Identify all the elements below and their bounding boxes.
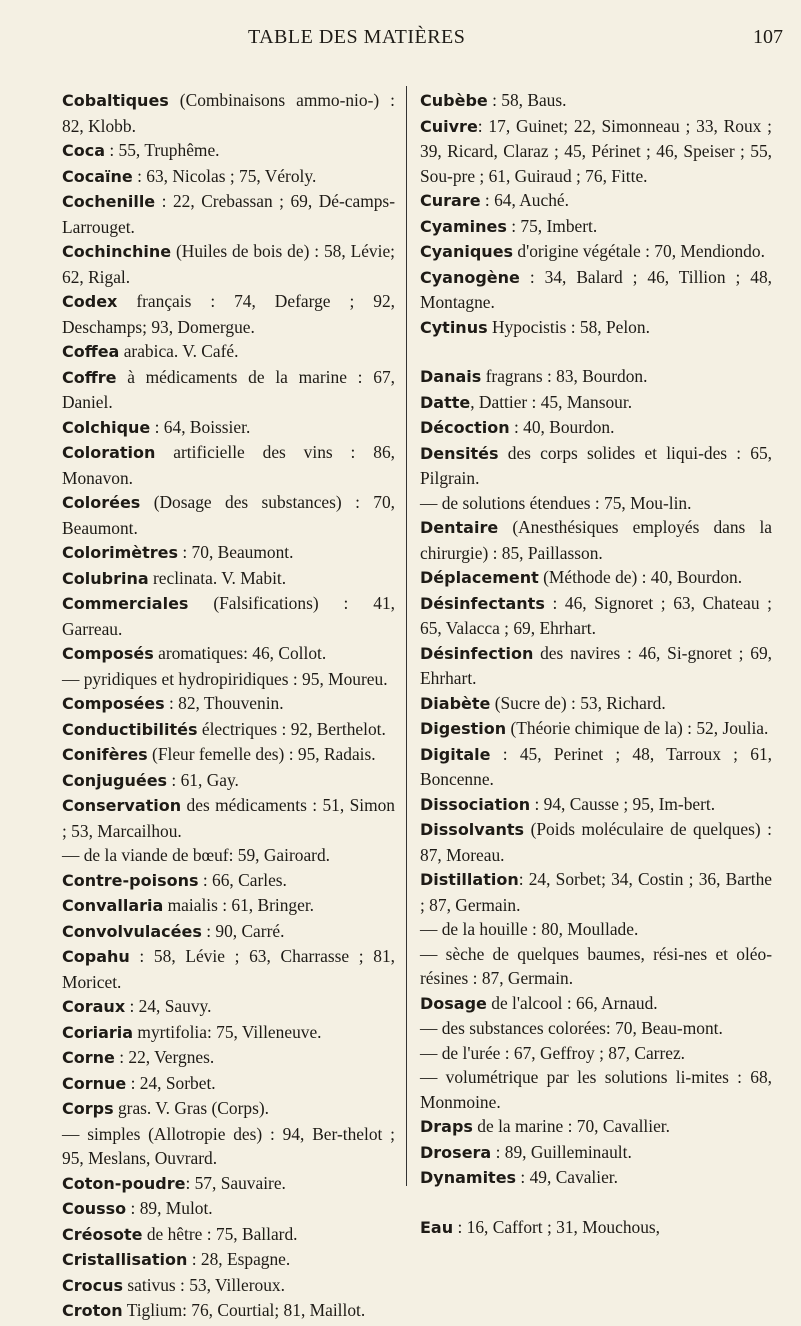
entry-references: : 24, Sorbet. — [126, 1072, 216, 1093]
entry-references: : 58, Baus. — [487, 90, 567, 110]
entry-headword: Composés — [62, 644, 154, 663]
entry-references: électriques : 92, Berthelot. — [197, 718, 386, 739]
entry-references: de la marine : 70, Cavallier. — [472, 1116, 670, 1136]
entry-headword: Croton — [62, 1301, 123, 1320]
entry-references: (Fleur femelle des) : 95, Radais. — [147, 744, 376, 764]
index-entry — [62, 88, 395, 138]
entry-references: : 64, Boissier. — [150, 416, 251, 437]
entry-references: aromatiques: 46, Collot. — [153, 643, 327, 663]
index-entry — [62, 893, 395, 919]
entry-headword: Datte — [420, 392, 471, 412]
entry-headword: Copahu — [62, 947, 130, 966]
index-entry — [420, 415, 772, 441]
entry-headword: Coffre — [62, 367, 117, 387]
entry-headword: Déplacement — [420, 568, 539, 587]
entry-references: — de l'urée : 67, Geffroy ; 87, Carrez. — [420, 1042, 686, 1063]
index-entry — [420, 1065, 772, 1114]
entry-references: : 89, Mulot. — [126, 1198, 213, 1218]
entry-references: gras. V. Gras (Corps). — [113, 1098, 269, 1118]
entry-headword: Désinfection — [420, 643, 534, 663]
entry-references: fragrans : 83, Bourdon. — [481, 366, 648, 386]
index-entry — [62, 490, 395, 540]
entry-headword: Danais — [420, 367, 482, 386]
entry-headword: Convallaria — [62, 896, 164, 915]
entry-headword: Contre-poisons — [62, 870, 199, 890]
entry-headword: Cobaltiques — [62, 91, 169, 110]
index-entry — [62, 944, 395, 994]
entry-headword: Coton-poudre — [62, 1173, 186, 1193]
index-entry — [62, 717, 395, 743]
entry-headword: Draps — [420, 1117, 473, 1136]
entry-references: : 94, Causse ; 95, Im-bert. — [530, 793, 716, 814]
index-entry — [62, 843, 395, 868]
index-entry — [62, 641, 395, 667]
index-entry — [62, 1196, 395, 1222]
index-entry — [62, 566, 395, 592]
index-entry — [62, 1298, 395, 1324]
entry-references: : 16, Caffort ; 31, Mouchous, — [453, 1216, 661, 1237]
entry-headword: Cuivre — [420, 116, 478, 136]
index-entry — [420, 315, 772, 341]
entry-headword: Conjuguées — [62, 770, 168, 790]
running-title: TABLE DES MATIÈRES — [248, 26, 466, 48]
index-entry — [62, 742, 395, 768]
index-entry — [62, 164, 395, 190]
entry-references: — sèche de quelques baumes, rési-nes et oléo-résines : 87, Germain. — [420, 943, 772, 988]
entry-references: sativus : 53, Villeroux. — [123, 1274, 285, 1295]
index-entry — [420, 1016, 772, 1041]
index-entry — [62, 1122, 395, 1171]
entry-references: : 61, Gay. — [167, 769, 239, 790]
index-entry — [420, 1215, 772, 1241]
index-entry — [420, 88, 772, 114]
page-number: 107 — [753, 26, 783, 48]
entry-references: (Méthode de) : 40, Bourdon. — [538, 567, 743, 587]
entry-references: — simples (Allotropie des) : 94, Ber-thelot ; 95, Meslans, Ouvrard. — [62, 1123, 395, 1168]
entry-headword: Crocus — [62, 1275, 124, 1295]
index-entry — [420, 114, 772, 189]
index-entry — [420, 991, 772, 1017]
entry-references: : 22, Vergnes. — [114, 1047, 215, 1067]
entry-headword: Eau — [420, 1217, 454, 1237]
entry-headword: Cyaniques — [420, 242, 514, 261]
index-entry — [62, 1171, 395, 1197]
index-entry — [62, 365, 395, 415]
index-entry — [62, 1222, 395, 1248]
section-gap — [420, 340, 772, 364]
entry-headword: Créosote — [62, 1224, 143, 1244]
entry-references: : 89, Guilleminault. — [491, 1141, 632, 1162]
entry-references: Tiglium: 76, Courtial; 81, Maillot. — [122, 1300, 366, 1320]
entry-references: : 75, Imbert. — [506, 215, 598, 236]
index-entry — [62, 667, 395, 692]
entry-headword: Désinfectants — [420, 593, 545, 613]
entry-references: Hypocistis : 58, Pelon. — [487, 316, 650, 337]
index-entry — [420, 565, 772, 591]
entry-references: : 63, Nicolas ; 75, Véroly. — [132, 165, 317, 186]
index-entry — [420, 942, 772, 991]
index-entry — [420, 441, 772, 491]
entry-references: arabica. V. Café. — [119, 341, 239, 361]
index-entry — [62, 1273, 395, 1299]
entry-references: français : 74, Defarge ; 92, Deschamps; 93, Domergue. — [62, 291, 395, 337]
entry-references: (Théorie chimique de la) : 52, Joulia. — [506, 718, 769, 738]
index-entry — [420, 390, 772, 416]
index-entry — [62, 691, 395, 717]
entry-references: reclinata. V. Mabit. — [148, 567, 287, 588]
entry-headword: Densités — [420, 443, 499, 463]
entry-references: — de solutions étendues : 75, Mou-lin. — [420, 492, 692, 513]
entry-references: : 90, Carré. — [201, 920, 285, 941]
entry-references: — des substances colorées: 70, Beau-mont. — [420, 1018, 723, 1038]
entry-headword: Dentaire — [420, 518, 499, 537]
index-entry — [420, 917, 772, 942]
entry-references: artificielle des vins : 86, Monavon. — [62, 442, 395, 488]
entry-headword: Dissolvants — [420, 820, 525, 839]
index-entry — [62, 1020, 395, 1046]
entry-headword: Convolvulacées — [62, 921, 202, 941]
entry-references: : 64, Auché. — [480, 190, 569, 210]
entry-references: : 34, Balard ; 46, Tillion ; 48, Montagne. — [420, 266, 772, 312]
entry-references: de l'alcool : 66, Arnaud. — [486, 992, 658, 1013]
entry-references: — de la houille : 80, Moullade. — [420, 919, 639, 939]
index-entry — [62, 138, 395, 164]
entry-references: (Huiles de bois de) : 58, Lévie; 62, Rigal. — [62, 241, 395, 287]
entry-references: (Falsifications) : 41, Garreau. — [62, 593, 395, 639]
entry-references: d'origine végétale : 70, Mendiondo. — [513, 241, 765, 261]
entry-references: : 66, Carles. — [198, 869, 287, 890]
index-entry — [62, 768, 395, 794]
entry-headword: Conservation — [62, 796, 182, 815]
entry-headword: Cocaïne — [62, 166, 133, 186]
entry-references: : 40, Bourdon. — [509, 417, 615, 437]
entry-headword: Coraux — [62, 997, 126, 1016]
entry-headword: Distillation — [420, 870, 519, 889]
index-entry — [62, 239, 395, 289]
index-entry — [420, 691, 772, 717]
entry-references: : 17, Guinet; 22, Simonneau ; 33, Roux ; 39, Ricard, Claraz ; 45, Périnet ; 46, Speiser ; 55, Sou-pre ; 61, Guiraud ; 76, Fitte. — [420, 115, 772, 186]
entry-references: (Sucre de) : 53, Richard. — [490, 692, 666, 713]
index-entry — [62, 1247, 395, 1273]
index-entry — [420, 1114, 772, 1140]
index-entry — [420, 364, 772, 390]
index-entry — [62, 591, 395, 641]
entry-headword: Cornue — [62, 1073, 127, 1093]
entry-references: (Poids moléculaire de quelques) : 87, Moreau. — [420, 819, 772, 865]
index-entry — [420, 1041, 772, 1066]
entry-headword: Coriaria — [62, 1022, 134, 1042]
entry-headword: Corps — [62, 1099, 114, 1118]
entry-references: (Dosage des substances) : 70, Beaumont. — [62, 492, 395, 538]
entry-headword: Digestion — [420, 719, 507, 738]
index-entry — [420, 742, 772, 792]
index-entry — [62, 1071, 395, 1097]
index-entry — [420, 641, 772, 691]
index-entry — [420, 188, 772, 214]
left-column — [62, 88, 395, 1324]
index-entry — [420, 792, 772, 818]
index-entry — [420, 265, 772, 315]
entry-headword: Coffea — [62, 342, 120, 361]
index-entry — [62, 1045, 395, 1071]
entry-headword: Coca — [62, 141, 106, 160]
index-entry — [420, 1165, 772, 1191]
index-entry — [420, 867, 772, 917]
entry-references: des navires : 46, Si-gnoret ; 69, Ehrhart. — [420, 642, 772, 688]
index-entry — [420, 515, 772, 565]
entry-references: : 49, Cavalier. — [516, 1167, 618, 1187]
entry-references: : 46, Signoret ; 63, Chateau ; 65, Valacca ; 69, Ehrhart. — [420, 592, 772, 638]
entry-headword: Cyamines — [420, 216, 507, 236]
entry-headword: Colorimètres — [62, 543, 179, 562]
entry-headword: Cochenille — [62, 192, 156, 211]
index-entry — [62, 919, 395, 945]
page-header — [0, 22, 801, 52]
index-entry — [420, 716, 772, 742]
entry-references: : 55, Truphême. — [105, 140, 220, 160]
index-entry — [62, 994, 395, 1020]
entry-references: : 24, Sorbet; 34, Costin ; 36, Barthe ; 87, Germain. — [420, 869, 772, 915]
entry-headword: Dosage — [420, 993, 487, 1013]
entry-headword: Corne — [62, 1048, 115, 1067]
entry-headword: Dissociation — [420, 794, 531, 814]
entry-references: (Anesthésiques employés dans la chirurgie) : 85, Paillasson. — [420, 517, 772, 563]
index-entry — [62, 793, 395, 843]
entry-references: : 58, Lévie ; 63, Charrasse ; 81, Moricet. — [62, 946, 395, 992]
entry-headword: Conifères — [62, 745, 148, 764]
entry-references: myrtifolia: 75, Villeneuve. — [133, 1021, 322, 1042]
right-column — [420, 88, 772, 1240]
entry-headword: Drosera — [420, 1142, 492, 1162]
entry-references: de hêtre : 75, Ballard. — [142, 1223, 298, 1244]
entry-headword: Coloration — [62, 443, 156, 462]
index-entry — [62, 415, 395, 441]
entry-references: : 57, Sauvaire. — [185, 1172, 286, 1193]
index-entry — [62, 189, 395, 239]
entry-headword: Diabète — [420, 693, 491, 713]
index-entry — [62, 440, 395, 490]
entry-headword: Colchique — [62, 417, 151, 437]
entry-headword: Cytinus — [420, 317, 488, 337]
entry-references: : 82, Thouvenin. — [164, 693, 284, 713]
entry-headword: Colorées — [62, 493, 141, 512]
index-entry — [62, 868, 395, 894]
entry-references: — de la viande de bœuf: 59, Gairoard. — [62, 845, 331, 865]
entry-references: : 22, Crebassan ; 69, Dé-camps-Larrouget. — [62, 191, 395, 237]
entry-references: (Combinaisons ammo-nio-) : 82, Klobb. — [62, 90, 395, 136]
entry-headword: Curare — [420, 191, 481, 210]
index-entry — [420, 491, 772, 516]
entry-references: des médicaments : 51, Simon ; 53, Marcailhou. — [62, 795, 395, 841]
entry-references: : 70, Beaumont. — [178, 542, 294, 562]
index-entry — [62, 1096, 395, 1122]
entry-headword: Cousso — [62, 1199, 127, 1218]
entry-headword: Commerciales — [62, 594, 189, 613]
entry-references: : 28, Espagne. — [187, 1249, 291, 1269]
index-entry — [62, 540, 395, 566]
entry-references: : 45, Perinet ; 48, Tarroux ; 61, Boncenne. — [420, 743, 772, 789]
index-entry — [62, 289, 395, 339]
entry-headword: Cyanogène — [420, 267, 520, 287]
index-entry — [420, 214, 772, 240]
index-entry — [420, 591, 772, 641]
entry-headword: Colubrina — [62, 568, 149, 588]
entry-headword: Dynamites — [420, 1168, 517, 1187]
index-entry — [420, 239, 772, 265]
entry-references: , Dattier : 45, Mansour. — [470, 391, 633, 412]
entry-references: — volumétrique par les solutions li-mites : 68, Monmoine. — [420, 1067, 772, 1112]
index-entry — [420, 817, 772, 867]
entry-headword: Décoction — [420, 418, 510, 437]
section-gap — [420, 1191, 772, 1215]
entry-headword: Digitale — [420, 744, 491, 764]
entry-headword: Composées — [62, 694, 165, 713]
entry-references: — pyridiques et hydropiridiques : 95, Moureu. — [62, 668, 388, 689]
entry-headword: Cristallisation — [62, 1250, 188, 1269]
entry-headword: Cubèbe — [420, 91, 488, 110]
entry-references: maialis : 61, Bringer. — [163, 895, 314, 915]
index-entry — [420, 1140, 772, 1166]
entry-references: à médicaments de la marine : 67, Daniel. — [62, 366, 395, 412]
entry-references: des corps solides et liqui-des : 65, Pilgrain. — [420, 442, 772, 488]
column-divider — [406, 86, 407, 1186]
entry-headword: Cochinchine — [62, 242, 172, 261]
entry-references: : 24, Sauvy. — [125, 996, 212, 1016]
index-entry — [62, 339, 395, 365]
entry-headword: Conductibilités — [62, 719, 198, 739]
entry-headword: Codex — [62, 292, 118, 311]
